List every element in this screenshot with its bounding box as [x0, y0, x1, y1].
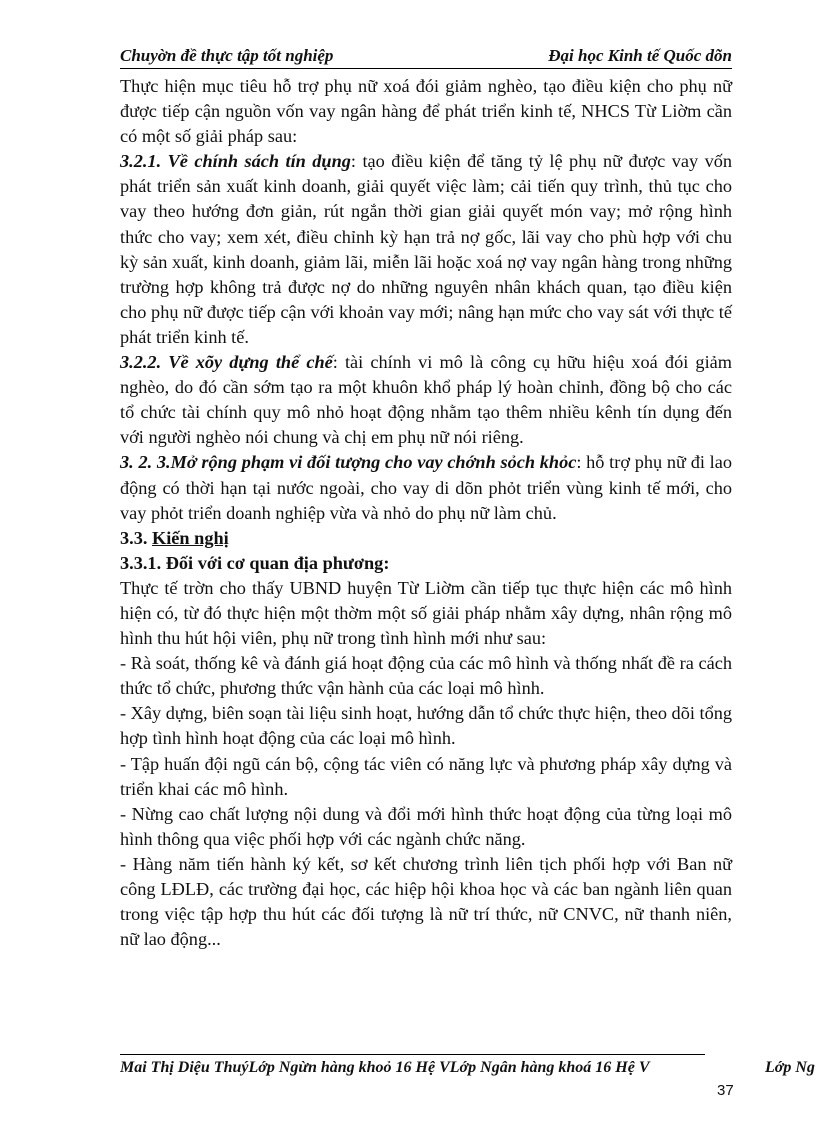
section-3-2-2-title: 3.2.2. Về xõy dựng thể chế: [120, 352, 333, 373]
section-3-2-1-text: : tạo điều kiện để tăng tỷ lệ phụ nữ được vay vốn phát triển sản xuất kinh doanh, giải quyết việc làm; cải tiến quy trình, thủ tục cho vay theo hướng đơn giản, rút ngắn thời gian giải quyết món vay; mở rộng hình thức cho vay; xem xét, điều chỉnh kỳ hạn trả nợ gốc, lãi vay cho phù hợp với chu kỳ sản xuất, kinh doanh, giảm lãi, miễn lãi hoặc xoá nợ vay ngân hàng trong những trường hợp không trả được nợ do những nguyên nhân khách quan, tạo điều kiện cho phụ nữ được tiếp cận với khoản vay mới; nâng hạn mức cho vay sát với thực tế phát triển kinh tế.: [120, 151, 733, 347]
footer-right-text: Lớp Ng: [765, 1059, 815, 1076]
bullet-item: - Tập huấn đội ngũ cán bộ, cộng tác viên có năng lực và phương pháp xây dựng và triển khai các mô hình.: [120, 753, 732, 799]
section-3-3-label: Kiến nghị: [152, 527, 229, 548]
bullet-item: - Hàng năm tiến hành ký kết, sơ kết chương trình liên tịch phối hợp với Ban nữ công LĐLĐ, các trường đại học, các hiệp hội khoa học và các ban ngành liên quan trong việc tập hợp thu hút các đối tượng là nữ trí thức, nữ CNVC, nữ thanh niên, nữ lao động...: [120, 853, 732, 950]
section-3-3-1-intro: Thực tế trờn cho thấy UBND huyện Từ Liờm cần tiếp tục thực hiện các mô hình hiện có, từ đó thực hiện một thờm một số giải pháp nhằm xây dựng, nhân rộng mô hình thu hút hội viên, phụ nữ trong tình hình mới như sau:: [120, 577, 732, 649]
section-3-3-heading: [120, 526, 732, 551]
page-header: [120, 46, 732, 69]
section-3-3-1-heading: 3.3.1. Đối với cơ quan địa phương:: [120, 552, 390, 573]
section-3-2-1: [120, 149, 732, 350]
bullet-item: - Rà soát, thống kê và đánh giá hoạt động của các mô hình và thống nhất đề ra cách thức tổ chức, phương thức vận hành của các loại mô hình.: [120, 653, 732, 699]
bullet-item: - Nừng cao chất lượng nội dung và đổi mới hình thức hoạt động của từng loại mô hình thông qua việc phối hợp với các ngành chức năng.: [120, 803, 732, 849]
intro-paragraph: Thực hiện mục tiêu hỗ trợ phụ nữ xoá đói giảm nghèo, tạo điều kiện cho phụ nữ được tiếp cận nguồn vốn vay ngân hàng để phát triển kinh tế, NHCS Từ Liờm cần có một số giải pháp sau:: [120, 76, 732, 147]
page-footer: [120, 1059, 816, 1077]
header-left-title: Chuyờn đề thực tập tốt nghiệp: [120, 46, 334, 65]
document-body: [120, 74, 732, 952]
footer-left-text: Mai Thị Diệu ThuýLớp Ngừn hàng khoỏ 16 Hệ VLớp Ngân hàng khoá 16 Hệ V: [120, 1059, 650, 1076]
section-3-2-3-title: 3. 2. 3.Mở rộng phạm vi đối tượng cho vay chớnh sỏch khỏc: [120, 452, 577, 473]
section-3-3-number: 3.3.: [120, 527, 152, 548]
header-right-title: Đại học Kinh tế Quốc dõn: [548, 46, 732, 65]
section-3-2-2: [120, 350, 732, 450]
section-3-2-1-title: 3.2.1. Về chính sách tín dụng: [120, 151, 351, 172]
section-3-2-2-text: : tài chính vi mô là công cụ hữu hiệu xoá đói giảm nghèo, do đó cần sớm tạo ra một khuôn khổ pháp lý hoàn chỉnh, đồng bộ cho các tổ chức tài chính quy mô nhỏ hoạt động nhằm tạo thêm nhiều kênh tín dụng đến với người nghèo nói chung và chị em phụ nữ nói riêng.: [120, 352, 732, 448]
page-number: 37: [717, 1082, 734, 1099]
section-3-2-3: [120, 450, 732, 525]
section-3-2-3-text: : hỗ trợ phụ nữ đi lao động có thời hạn tại nước ngoài, cho vay di dõn phỏt triển vùng kinh tế mới, cho vay phỏt triển doanh nghiệp vừa và nhỏ do phụ nữ làm chủ.: [120, 452, 732, 523]
bullet-item: - Xây dựng, biên soạn tài liệu sinh hoạt, hướng dẫn tổ chức thực hiện, theo dõi tổng hợp tình hình hoạt động của các loại mô hình.: [120, 703, 732, 749]
footer-divider: [120, 1054, 705, 1055]
